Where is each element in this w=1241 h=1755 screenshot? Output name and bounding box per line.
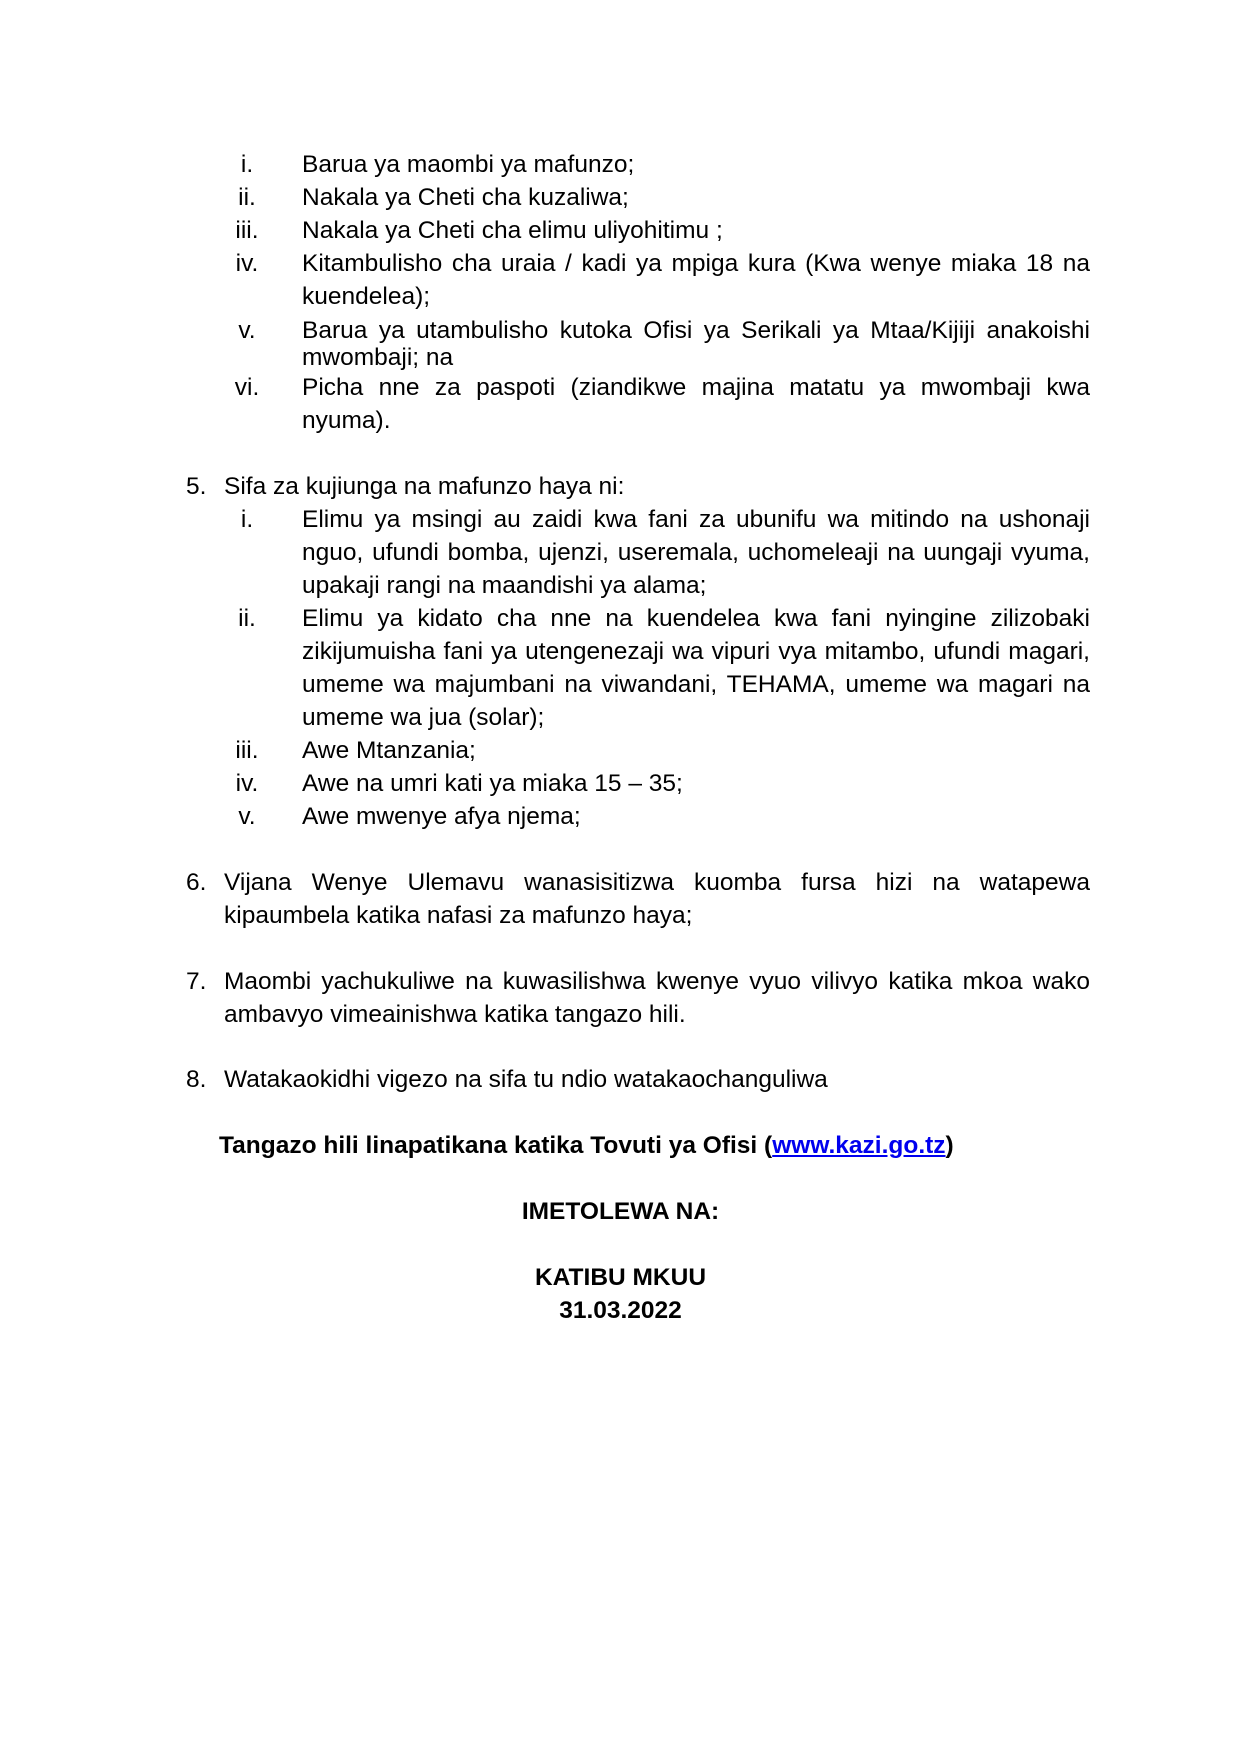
item-text: Watakaokidhi vigezo na sifa tu ndio watakaochanguliwa	[224, 1066, 828, 1093]
list-item-text: Barua ya utambulisho kutoka Ofisi ya Serikali ya Mtaa/Kijiji anakoishi mwombaji; na	[302, 317, 1090, 371]
item-number: 8.	[186, 1066, 207, 1093]
item-number: 7.	[186, 968, 207, 995]
list-item-text: Picha nne za paspoti (ziandikwe majina matatu ya mwombaji kwa nyuma).	[302, 374, 1090, 434]
list-item	[228, 148, 1090, 181]
list-item-text: Nakala ya Cheti cha elimu uliyohitimu ;	[302, 217, 723, 244]
issued-by-heading: IMETOLEWA NA:	[521, 1198, 720, 1225]
list-item	[228, 800, 1090, 833]
numbered-item-6	[186, 866, 1090, 932]
list-item-number: iv.	[235, 250, 259, 277]
list-item-text: Awe na umri kati ya miaka 15 – 35;	[302, 770, 683, 797]
numbered-item-8	[186, 1063, 1090, 1096]
list-item-number: ii.	[238, 605, 256, 632]
website-link[interactable]: www.kazi.go.tz	[772, 1132, 946, 1159]
item-text: Sifa za kujiunga na mafunzo haya ni:	[224, 473, 625, 500]
list-item-text: Awe Mtanzania;	[302, 737, 476, 764]
list-item-text: Barua ya maombi ya mafunzo;	[302, 151, 635, 178]
list-item-text: Elimu ya msingi au zaidi kwa fani za ubunifu wa mitindo na ushonaji nguo, ufundi bomba, ujenzi, useremala, uchomeleaji na uungaji vyuma, upakaji rangi na maandishi ya alama;	[302, 506, 1090, 599]
list-item-number: i.	[240, 151, 254, 178]
list-item-text: Nakala ya Cheti cha kuzaliwa;	[302, 184, 629, 211]
item-text: Vijana Wenye Ulemavu wanasisitizwa kuomba fursa hizi na watapewa kipaumbela katika nafasi za mafunzo haya;	[224, 869, 1090, 929]
list-item	[228, 247, 1090, 313]
list-item	[228, 602, 1090, 734]
list-item-number: iii.	[235, 737, 259, 764]
availability-notice	[219, 1129, 1079, 1162]
list-item-number: v.	[238, 317, 256, 344]
list-item-number: iv.	[235, 770, 259, 797]
item-number: 5.	[186, 473, 207, 500]
list-item	[228, 734, 1090, 767]
list-item	[228, 371, 1090, 437]
list-item	[228, 181, 1090, 214]
list-item-number: v.	[238, 803, 256, 830]
eligibility-criteria-list	[228, 503, 1090, 833]
list-item-text: Awe mwenye afya njema;	[302, 803, 581, 830]
list-item-number: i.	[240, 506, 254, 533]
required-documents-list	[228, 148, 1090, 437]
list-item	[228, 767, 1090, 800]
availability-prefix: Tangazo hili linapatikana katika Tovuti ya Ofisi (	[219, 1132, 773, 1159]
list-item	[228, 317, 1090, 371]
availability-suffix: )	[945, 1132, 954, 1159]
issue-date: 31.03.2022	[559, 1297, 682, 1324]
item-number: 6.	[186, 869, 207, 896]
list-item-number: iii.	[235, 217, 259, 244]
list-item	[228, 503, 1090, 602]
numbered-item-5	[186, 470, 1090, 503]
item-text: Maombi yachukuliwe na kuwasilishwa kwenye vyuo vilivyo katika mkoa wako ambavyo vimeainishwa katika tangazo hili.	[224, 968, 1090, 1028]
list-item-text: Kitambulisho cha uraia / kadi ya mpiga kura (Kwa wenye miaka 18 na kuendelea);	[302, 250, 1090, 310]
list-item	[228, 214, 1090, 247]
list-item-text: Elimu ya kidato cha nne na kuendelea kwa fani nyingine zilizobaki zikijumuisha fani ya utengenezaji wa vipuri vya mitambo, ufundi magari, umeme wa majumbani na viwandani, TEHAMA, umeme wa magari na umeme wa jua (solar);	[302, 605, 1090, 731]
signatory-title: KATIBU MKUU	[534, 1264, 707, 1291]
list-item-number: ii.	[238, 184, 256, 211]
numbered-item-7	[186, 965, 1090, 1031]
list-item-number: vi.	[234, 374, 260, 401]
